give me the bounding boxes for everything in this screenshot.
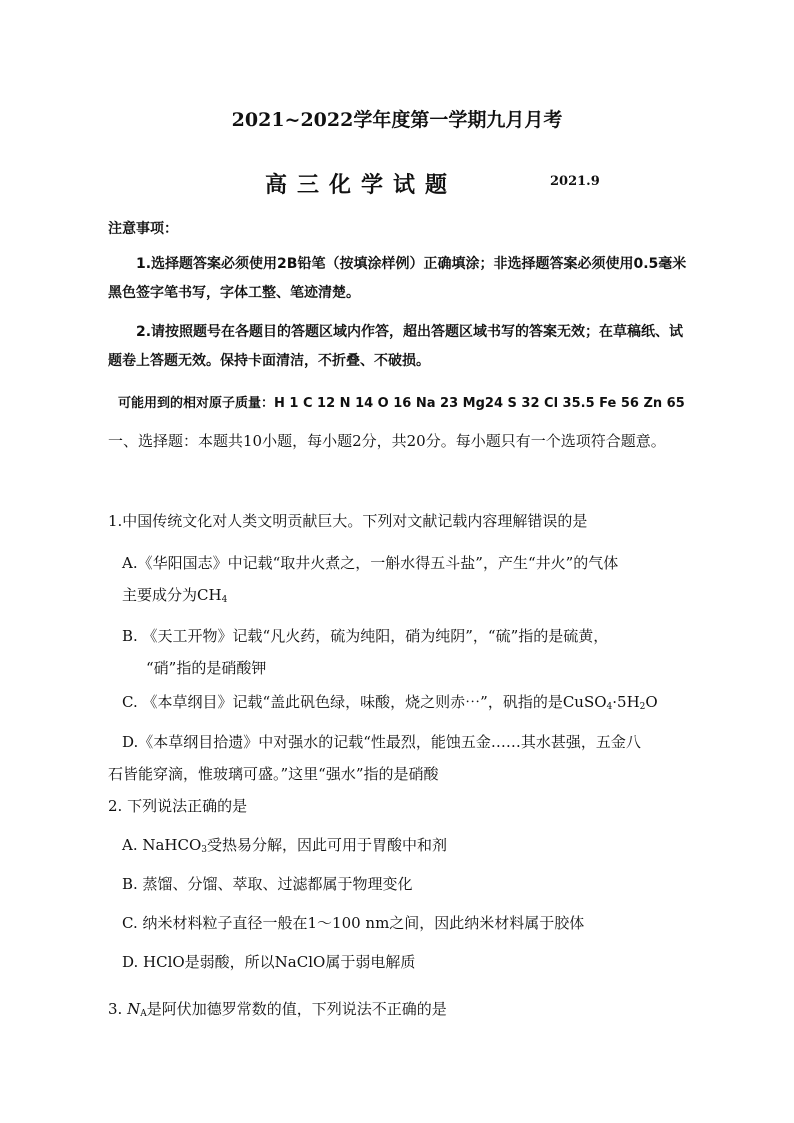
subject-title: 高三化学试题 xyxy=(265,172,458,198)
option-a-line2-text: 主要成分为 xyxy=(122,586,198,604)
atomic-masses: 可能用到的相对原子质量：H 1 C 12 N 14 O 16 Na 23 Mg24 S 32 Cl 35.5 Fe 56 Zn 65 xyxy=(118,396,685,411)
notice-item-1 xyxy=(108,250,688,308)
option-c-text: C. 《本草纲目》记载“盖此矾色绿，味酸，烧之则赤⋯”，矾指的是CuSO xyxy=(122,693,607,711)
notice-item-1-text: 1.选择题答案必须使用2B铅笔（按填涂样例）正确填涂；非选择题答案必须使用0.5毫米黑色签字笔书写，字体工整、笔迹清楚。 xyxy=(108,256,687,301)
question-2-option-a xyxy=(122,829,692,866)
question-1-stem: 1.中国传统文化对人类文明贡献巨大。下列对文献记载内容理解错误的是 xyxy=(108,512,588,530)
notice-heading: 注意事项： xyxy=(108,221,178,237)
option-b-line2: “硝”指的是硝酸钾 xyxy=(146,659,267,677)
question-2-option-d: D. HClO是弱酸，所以NaClO属于弱电解质 xyxy=(122,953,416,971)
option-c-subscript-2: 2 xyxy=(639,702,646,712)
question-2-option-c: C. 纳米材料粒子直径一般在1～100 nm之间，因此纳米材料属于胶体 xyxy=(122,914,585,932)
question-1-option-a xyxy=(122,547,692,616)
notice-item-2 xyxy=(108,318,688,376)
option-b-line1: B. 《天工开物》记载“凡火药，硫为纯阳，硝为纯阴”，“硫”指的是硫黄， xyxy=(122,627,609,645)
section-instruction: 一、选择题：本题共10小题，每小题2分，共20分。每小题只有一个选项符合题意。 xyxy=(108,432,666,450)
option-d-line2: 石皆能穿滴，惟玻璃可盛。”这里“强水”指的是硝酸 xyxy=(108,765,439,783)
question-1-option-b xyxy=(122,620,692,684)
option-a-line2 xyxy=(122,579,692,616)
option-a-formula: CH xyxy=(197,586,222,604)
q2-option-a-text: A. NaHCO xyxy=(122,836,202,854)
q2-option-a-suffix: 受热易分解，因此可用于胃酸中和剂 xyxy=(207,836,448,854)
question-3-stem xyxy=(108,993,688,1030)
question-1-option-c xyxy=(122,686,692,723)
option-c-suffix: ·5H xyxy=(612,693,640,711)
q3-stem-text: 是阿伏加德罗常数的值，下列说法不正确的是 xyxy=(146,1000,447,1018)
question-1-option-d xyxy=(108,726,692,790)
q3-na-subscript: A xyxy=(140,1009,147,1019)
option-c-end: O xyxy=(645,693,658,711)
question-2-stem: 2. 下列说法正确的是 xyxy=(108,797,248,815)
q3-na-symbol: N xyxy=(127,1000,141,1018)
option-c-subscript: 4 xyxy=(606,702,613,712)
question-2-option-b: B. 蒸馏、分馏、萃取、过滤都属于物理变化 xyxy=(122,875,413,893)
exam-date: 2021.9 xyxy=(550,174,600,189)
option-a-subscript: 4 xyxy=(221,595,228,605)
q2-option-a-subscript: 3 xyxy=(201,845,208,855)
exam-title: 2021~2022学年度第一学期九月月考 xyxy=(231,109,563,131)
q3-number: 3. xyxy=(108,1000,128,1018)
option-d-line1: D.《本草纲目拾遗》中对强水的记载“性最烈，能蚀五金……其水甚强，五金八 xyxy=(122,733,641,751)
notice-item-2-text: 2.请按照题号在各题目的答题区域内作答，超出答题区域书写的答案无效；在草稿纸、试题卷上答题无效。保持卡面清洁，不折叠、不破损。 xyxy=(108,324,684,369)
option-a-line1: A.《华阳国志》中记载“取井火煮之，一斛水得五斗盐”，产生“井火”的气体 xyxy=(122,554,619,572)
